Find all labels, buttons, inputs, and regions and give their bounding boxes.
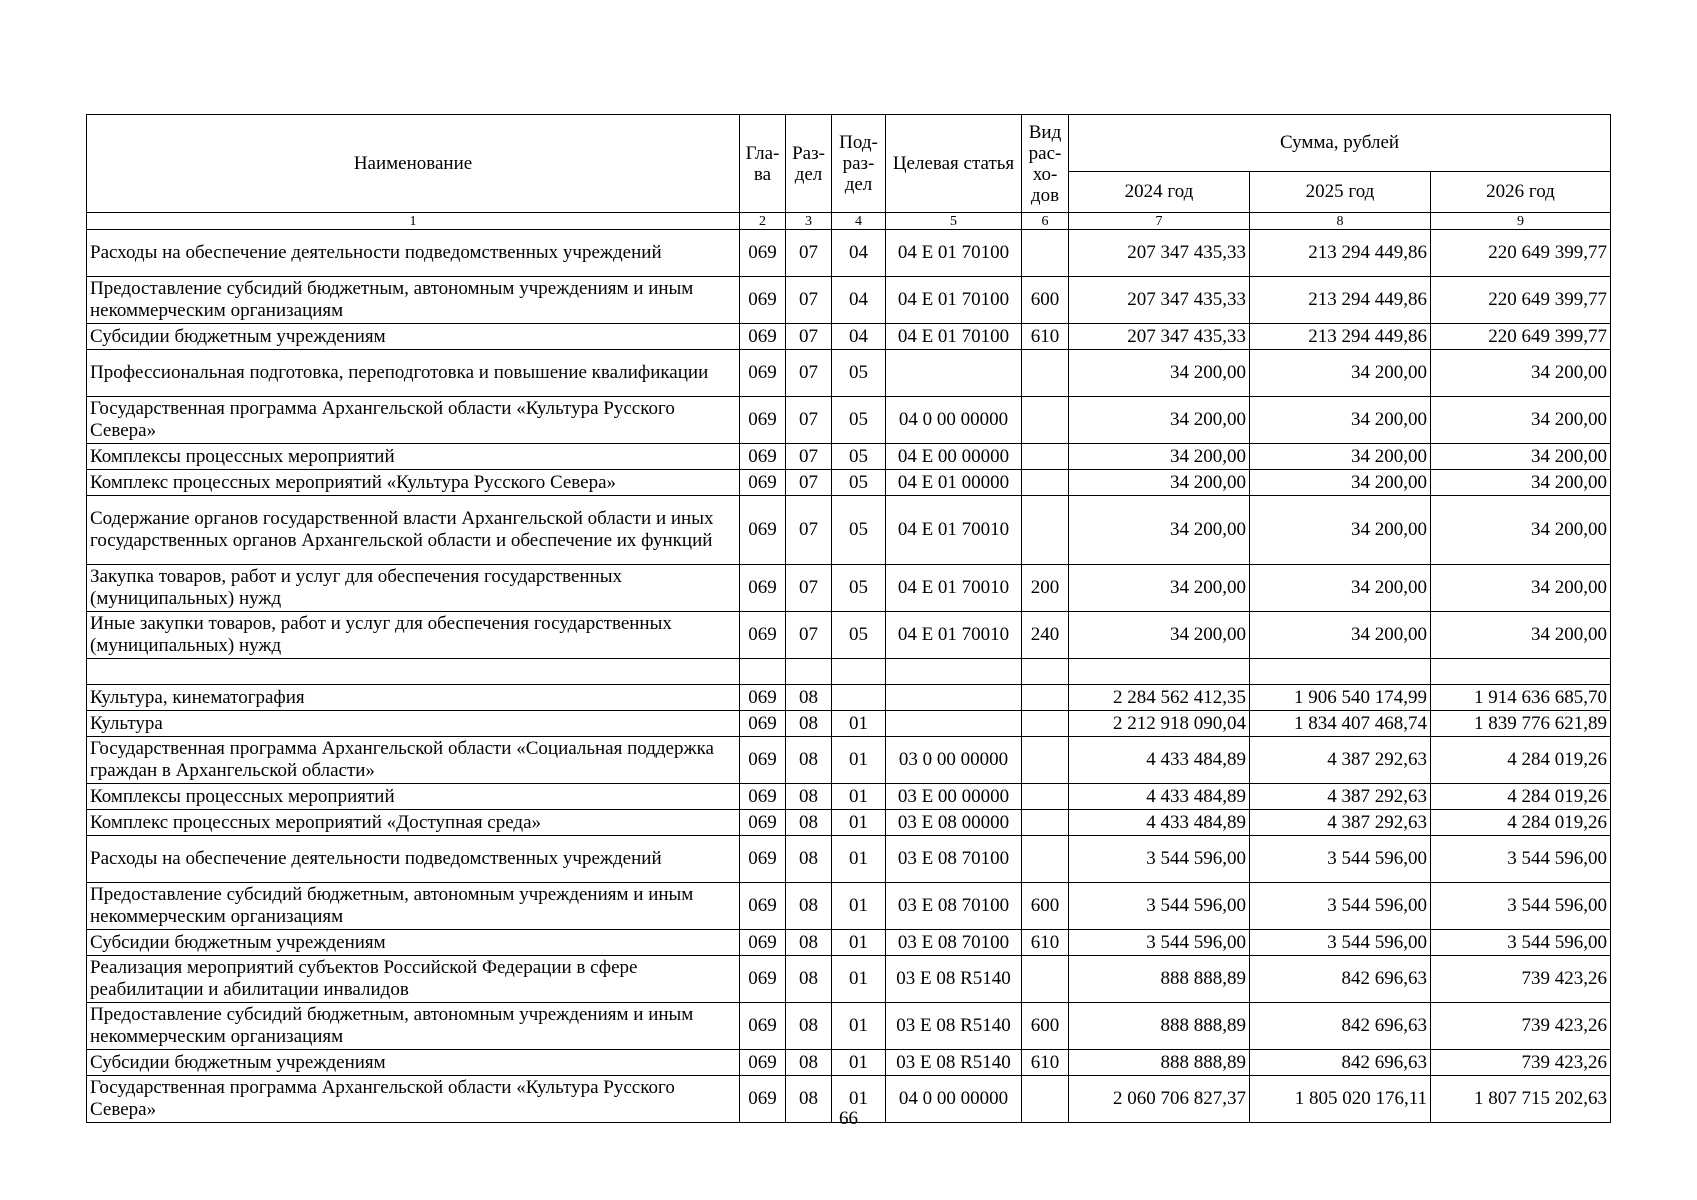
cell-podrazdel xyxy=(832,659,886,685)
column-number: 6 xyxy=(1022,213,1069,230)
cell-podrazdel xyxy=(832,685,886,711)
cell-amount-2024: 34 200,00 xyxy=(1069,444,1250,470)
cell-amount-2026: 3 544 596,00 xyxy=(1431,836,1611,883)
cell-amount-2026: 739 423,26 xyxy=(1431,956,1611,1003)
cell-amount-2025: 34 200,00 xyxy=(1250,397,1431,444)
cell-name: Комплекс процессных мероприятий «Доступная среда» xyxy=(87,810,740,836)
cell-name: Культура, кинематография xyxy=(87,685,740,711)
cell-razdel: 07 xyxy=(786,565,832,612)
cell-tselevaya-statya xyxy=(886,711,1022,737)
cell-glava: 069 xyxy=(740,1003,786,1050)
cell-name: Иные закупки товаров, работ и услуг для обеспечения государственных (муниципальных) нужд xyxy=(87,612,740,659)
cell-amount-2024: 3 544 596,00 xyxy=(1069,836,1250,883)
cell-amount-2026: 739 423,26 xyxy=(1431,1050,1611,1076)
cell-tselevaya-statya: 03 Е 08 00000 xyxy=(886,810,1022,836)
cell-podrazdel: 05 xyxy=(832,612,886,659)
column-number: 9 xyxy=(1431,213,1611,230)
cell-amount-2024: 34 200,00 xyxy=(1069,397,1250,444)
cell-tselevaya-statya: 04 Е 01 70010 xyxy=(886,496,1022,565)
cell-glava: 069 xyxy=(740,324,786,350)
cell-razdel: 07 xyxy=(786,277,832,324)
cell-amount-2024: 207 347 435,33 xyxy=(1069,277,1250,324)
cell-podrazdel: 05 xyxy=(832,496,886,565)
cell-glava: 069 xyxy=(740,350,786,397)
column-number: 1 xyxy=(87,213,740,230)
cell-podrazdel: 01 xyxy=(832,883,886,930)
cell-razdel: 07 xyxy=(786,230,832,277)
cell-amount-2024: 34 200,00 xyxy=(1069,470,1250,496)
cell-amount-2026: 34 200,00 xyxy=(1431,496,1611,565)
cell-tselevaya-statya xyxy=(886,685,1022,711)
cell-vid-raskhodov: 600 xyxy=(1022,1003,1069,1050)
cell-tselevaya-statya: 04 Е 01 70010 xyxy=(886,612,1022,659)
cell-amount-2026: 220 649 399,77 xyxy=(1431,324,1611,350)
cell-glava: 069 xyxy=(740,444,786,470)
cell-glava: 069 xyxy=(740,470,786,496)
cell-tselevaya-statya: 03 Е 08 70100 xyxy=(886,930,1022,956)
cell-glava: 069 xyxy=(740,230,786,277)
cell-razdel: 07 xyxy=(786,496,832,565)
cell-podrazdel: 05 xyxy=(832,470,886,496)
table-body xyxy=(87,230,1611,1123)
cell-amount-2024: 2 284 562 412,35 xyxy=(1069,685,1250,711)
cell-amount-2025: 842 696,63 xyxy=(1250,1003,1431,1050)
cell-vid-raskhodov xyxy=(1022,737,1069,784)
cell-glava: 069 xyxy=(740,565,786,612)
cell-amount-2026: 34 200,00 xyxy=(1431,565,1611,612)
cell-vid-raskhodov: 240 xyxy=(1022,612,1069,659)
cell-glava: 069 xyxy=(740,836,786,883)
column-number: 5 xyxy=(886,213,1022,230)
cell-amount-2025: 213 294 449,86 xyxy=(1250,324,1431,350)
cell-vid-raskhodov xyxy=(1022,784,1069,810)
cell-amount-2026: 4 284 019,26 xyxy=(1431,810,1611,836)
header-year-2024: 2024 год xyxy=(1069,172,1250,213)
cell-glava: 069 xyxy=(740,784,786,810)
cell-amount-2024: 34 200,00 xyxy=(1069,565,1250,612)
cell-vid-raskhodov xyxy=(1022,659,1069,685)
header-vid-raskhodov: Вид рас-хо-дов xyxy=(1022,115,1069,213)
cell-tselevaya-statya: 04 Е 01 70010 xyxy=(886,565,1022,612)
header-year-2025: 2025 год xyxy=(1250,172,1431,213)
cell-vid-raskhodov xyxy=(1022,470,1069,496)
table-row xyxy=(87,470,1611,496)
header-year-2026: 2026 год xyxy=(1431,172,1611,213)
cell-vid-raskhodov: 600 xyxy=(1022,883,1069,930)
cell-amount-2025: 1 906 540 174,99 xyxy=(1250,685,1431,711)
cell-amount-2026: 1 807 715 202,63 xyxy=(1431,1076,1611,1123)
cell-amount-2025: 3 544 596,00 xyxy=(1250,930,1431,956)
table-row xyxy=(87,496,1611,565)
cell-vid-raskhodov: 610 xyxy=(1022,324,1069,350)
cell-amount-2026: 739 423,26 xyxy=(1431,1003,1611,1050)
cell-amount-2024: 888 888,89 xyxy=(1069,1050,1250,1076)
cell-amount-2024: 207 347 435,33 xyxy=(1069,324,1250,350)
cell-vid-raskhodov: 600 xyxy=(1022,277,1069,324)
column-number: 2 xyxy=(740,213,786,230)
cell-vid-raskhodov xyxy=(1022,397,1069,444)
cell-amount-2026: 34 200,00 xyxy=(1431,350,1611,397)
cell-razdel: 07 xyxy=(786,324,832,350)
cell-tselevaya-statya: 03 Е 08 R5140 xyxy=(886,1003,1022,1050)
cell-vid-raskhodov xyxy=(1022,230,1069,277)
table-row xyxy=(87,397,1611,444)
cell-glava: 069 xyxy=(740,277,786,324)
header-glava: Гла-ва xyxy=(740,115,786,213)
cell-razdel: 08 xyxy=(786,930,832,956)
cell-amount-2025 xyxy=(1250,659,1431,685)
cell-vid-raskhodov xyxy=(1022,956,1069,1003)
cell-glava: 069 xyxy=(740,711,786,737)
cell-tselevaya-statya: 03 Е 00 00000 xyxy=(886,784,1022,810)
page-number: 66 xyxy=(839,1108,858,1129)
cell-tselevaya-statya: 03 Е 08 R5140 xyxy=(886,956,1022,1003)
cell-glava: 069 xyxy=(740,737,786,784)
cell-amount-2026: 3 544 596,00 xyxy=(1431,883,1611,930)
cell-vid-raskhodov xyxy=(1022,810,1069,836)
cell-name: Комплексы процессных мероприятий xyxy=(87,444,740,470)
cell-razdel: 08 xyxy=(786,836,832,883)
cell-amount-2025: 4 387 292,63 xyxy=(1250,784,1431,810)
cell-podrazdel: 01 xyxy=(832,711,886,737)
table-row xyxy=(87,883,1611,930)
cell-tselevaya-statya: 04 Е 01 70100 xyxy=(886,324,1022,350)
cell-razdel: 08 xyxy=(786,883,832,930)
cell-amount-2026: 4 284 019,26 xyxy=(1431,737,1611,784)
budget-table xyxy=(86,114,1611,1123)
table-row xyxy=(87,810,1611,836)
cell-name: Профессиональная подготовка, переподготовка и повышение квалификации xyxy=(87,350,740,397)
cell-podrazdel: 01 xyxy=(832,1076,886,1123)
cell-amount-2025: 34 200,00 xyxy=(1250,444,1431,470)
cell-tselevaya-statya: 04 Е 01 70100 xyxy=(886,277,1022,324)
cell-podrazdel: 04 xyxy=(832,230,886,277)
cell-podrazdel: 05 xyxy=(832,350,886,397)
column-numbers-row xyxy=(87,213,1611,230)
cell-name: Комплекс процессных мероприятий «Культура Русского Севера» xyxy=(87,470,740,496)
cell-podrazdel: 01 xyxy=(832,1003,886,1050)
column-number: 7 xyxy=(1069,213,1250,230)
cell-razdel: 07 xyxy=(786,444,832,470)
cell-razdel: 07 xyxy=(786,470,832,496)
cell-razdel: 07 xyxy=(786,612,832,659)
cell-tselevaya-statya: 04 Е 01 70100 xyxy=(886,230,1022,277)
table-row xyxy=(87,836,1611,883)
table-row xyxy=(87,277,1611,324)
table-row xyxy=(87,956,1611,1003)
cell-razdel: 08 xyxy=(786,810,832,836)
cell-razdel: 08 xyxy=(786,956,832,1003)
cell-amount-2024: 4 433 484,89 xyxy=(1069,737,1250,784)
cell-name: Субсидии бюджетным учреждениям xyxy=(87,930,740,956)
cell-podrazdel: 04 xyxy=(832,324,886,350)
cell-amount-2026: 4 284 019,26 xyxy=(1431,784,1611,810)
cell-razdel: 07 xyxy=(786,397,832,444)
cell-name: Государственная программа Архангельской области «Культура Русского Севера» xyxy=(87,397,740,444)
cell-amount-2026: 1 914 636 685,70 xyxy=(1431,685,1611,711)
table-row xyxy=(87,1003,1611,1050)
cell-razdel: 08 xyxy=(786,711,832,737)
cell-glava: 069 xyxy=(740,1050,786,1076)
cell-razdel: 08 xyxy=(786,1003,832,1050)
table-row xyxy=(87,1050,1611,1076)
cell-name: Закупка товаров, работ и услуг для обеспечения государственных (муниципальных) нужд xyxy=(87,565,740,612)
cell-tselevaya-statya: 04 Е 01 00000 xyxy=(886,470,1022,496)
table-row xyxy=(87,930,1611,956)
cell-podrazdel: 01 xyxy=(832,836,886,883)
cell-name: Субсидии бюджетным учреждениям xyxy=(87,1050,740,1076)
cell-tselevaya-statya: 03 Е 08 R5140 xyxy=(886,1050,1022,1076)
cell-name: Расходы на обеспечение деятельности подведомственных учреждений xyxy=(87,836,740,883)
cell-vid-raskhodov: 200 xyxy=(1022,565,1069,612)
cell-amount-2025: 4 387 292,63 xyxy=(1250,737,1431,784)
cell-amount-2025: 1 805 020 176,11 xyxy=(1250,1076,1431,1123)
cell-name: Предоставление субсидий бюджетным, автономным учреждениям и иным некоммерческим организациям xyxy=(87,277,740,324)
table-row xyxy=(87,685,1611,711)
table-row xyxy=(87,324,1611,350)
blank-row xyxy=(87,659,1611,685)
cell-tselevaya-statya: 04 Е 00 00000 xyxy=(886,444,1022,470)
cell-razdel: 08 xyxy=(786,685,832,711)
cell-tselevaya-statya: 04 0 00 00000 xyxy=(886,1076,1022,1123)
cell-glava: 069 xyxy=(740,397,786,444)
cell-amount-2025: 4 387 292,63 xyxy=(1250,810,1431,836)
column-number: 8 xyxy=(1250,213,1431,230)
cell-amount-2026: 220 649 399,77 xyxy=(1431,277,1611,324)
cell-razdel: 08 xyxy=(786,737,832,784)
cell-name: Реализация мероприятий субъектов Российской Федерации в сфере реабилитации и абилитации инвалидов xyxy=(87,956,740,1003)
cell-tselevaya-statya: 03 0 00 00000 xyxy=(886,737,1022,784)
cell-amount-2024: 2 060 706 827,37 xyxy=(1069,1076,1250,1123)
cell-glava xyxy=(740,659,786,685)
cell-amount-2024: 207 347 435,33 xyxy=(1069,230,1250,277)
cell-name: Государственная программа Архангельской области «Социальная поддержка граждан в Архангельской области» xyxy=(87,737,740,784)
cell-amount-2025: 3 544 596,00 xyxy=(1250,836,1431,883)
cell-tselevaya-statya: 03 Е 08 70100 xyxy=(886,883,1022,930)
cell-amount-2024: 888 888,89 xyxy=(1069,1003,1250,1050)
cell-vid-raskhodov xyxy=(1022,350,1069,397)
cell-glava: 069 xyxy=(740,883,786,930)
table-row xyxy=(87,711,1611,737)
cell-glava: 069 xyxy=(740,930,786,956)
table-row xyxy=(87,230,1611,277)
cell-vid-raskhodov xyxy=(1022,711,1069,737)
cell-glava: 069 xyxy=(740,612,786,659)
cell-podrazdel: 01 xyxy=(832,930,886,956)
cell-name: Предоставление субсидий бюджетным, автономным учреждениям и иным некоммерческим организациям xyxy=(87,883,740,930)
cell-amount-2025: 1 834 407 468,74 xyxy=(1250,711,1431,737)
cell-amount-2026: 34 200,00 xyxy=(1431,397,1611,444)
cell-podrazdel: 05 xyxy=(832,397,886,444)
cell-amount-2025: 34 200,00 xyxy=(1250,565,1431,612)
cell-amount-2024: 3 544 596,00 xyxy=(1069,930,1250,956)
cell-glava: 069 xyxy=(740,956,786,1003)
cell-amount-2024: 888 888,89 xyxy=(1069,956,1250,1003)
cell-amount-2024: 4 433 484,89 xyxy=(1069,784,1250,810)
cell-vid-raskhodov: 610 xyxy=(1022,1050,1069,1076)
cell-amount-2026: 1 839 776 621,89 xyxy=(1431,711,1611,737)
cell-amount-2024 xyxy=(1069,659,1250,685)
cell-name: Содержание органов государственной власти Архангельской области и иных государственных органов Архангельской области и обеспечение их функций xyxy=(87,496,740,565)
cell-podrazdel: 05 xyxy=(832,444,886,470)
cell-name: Комплексы процессных мероприятий xyxy=(87,784,740,810)
cell-glava: 069 xyxy=(740,1076,786,1123)
cell-razdel: 08 xyxy=(786,784,832,810)
cell-amount-2024: 34 200,00 xyxy=(1069,496,1250,565)
cell-glava: 069 xyxy=(740,810,786,836)
cell-vid-raskhodov xyxy=(1022,685,1069,711)
header-name: Наименование xyxy=(87,115,740,213)
cell-vid-raskhodov xyxy=(1022,496,1069,565)
cell-vid-raskhodov: 610 xyxy=(1022,930,1069,956)
header-podrazdel: Под-раз-дел xyxy=(832,115,886,213)
table-row xyxy=(87,612,1611,659)
cell-name: Субсидии бюджетным учреждениям xyxy=(87,324,740,350)
cell-amount-2024: 34 200,00 xyxy=(1069,612,1250,659)
cell-podrazdel: 01 xyxy=(832,1050,886,1076)
cell-amount-2025: 34 200,00 xyxy=(1250,470,1431,496)
cell-amount-2024: 2 212 918 090,04 xyxy=(1069,711,1250,737)
cell-amount-2025: 34 200,00 xyxy=(1250,350,1431,397)
cell-amount-2026: 34 200,00 xyxy=(1431,612,1611,659)
cell-podrazdel: 01 xyxy=(832,737,886,784)
cell-vid-raskhodov xyxy=(1022,444,1069,470)
header-summa: Сумма, рублей xyxy=(1069,115,1611,172)
cell-amount-2026 xyxy=(1431,659,1611,685)
cell-amount-2024: 34 200,00 xyxy=(1069,350,1250,397)
cell-razdel: 08 xyxy=(786,1050,832,1076)
cell-amount-2024: 3 544 596,00 xyxy=(1069,883,1250,930)
cell-amount-2025: 3 544 596,00 xyxy=(1250,883,1431,930)
cell-vid-raskhodov xyxy=(1022,836,1069,883)
cell-name: Предоставление субсидий бюджетным, автономным учреждениям и иным некоммерческим организациям xyxy=(87,1003,740,1050)
cell-podrazdel: 01 xyxy=(832,784,886,810)
cell-tselevaya-statya: 03 Е 08 70100 xyxy=(886,836,1022,883)
table-row xyxy=(87,737,1611,784)
cell-podrazdel: 01 xyxy=(832,810,886,836)
cell-amount-2026: 3 544 596,00 xyxy=(1431,930,1611,956)
cell-name xyxy=(87,659,740,685)
cell-glava: 069 xyxy=(740,496,786,565)
table-row xyxy=(87,784,1611,810)
cell-tselevaya-statya xyxy=(886,350,1022,397)
cell-podrazdel: 05 xyxy=(832,565,886,612)
cell-amount-2025: 842 696,63 xyxy=(1250,956,1431,1003)
cell-amount-2026: 34 200,00 xyxy=(1431,444,1611,470)
table-row xyxy=(87,444,1611,470)
cell-amount-2025: 213 294 449,86 xyxy=(1250,230,1431,277)
cell-glava: 069 xyxy=(740,685,786,711)
cell-amount-2026: 220 649 399,77 xyxy=(1431,230,1611,277)
column-number: 3 xyxy=(786,213,832,230)
cell-podrazdel: 01 xyxy=(832,956,886,1003)
cell-amount-2025: 34 200,00 xyxy=(1250,496,1431,565)
cell-tselevaya-statya: 04 0 00 00000 xyxy=(886,397,1022,444)
cell-name: Расходы на обеспечение деятельности подведомственных учреждений xyxy=(87,230,740,277)
cell-amount-2026: 34 200,00 xyxy=(1431,470,1611,496)
header-razdel: Раз-дел xyxy=(786,115,832,213)
cell-name: Государственная программа Архангельской области «Культура Русского Севера» xyxy=(87,1076,740,1123)
cell-amount-2025: 213 294 449,86 xyxy=(1250,277,1431,324)
cell-razdel: 08 xyxy=(786,1076,832,1123)
cell-amount-2024: 4 433 484,89 xyxy=(1069,810,1250,836)
cell-razdel xyxy=(786,659,832,685)
cell-amount-2025: 34 200,00 xyxy=(1250,612,1431,659)
column-number: 4 xyxy=(832,213,886,230)
cell-name: Культура xyxy=(87,711,740,737)
cell-podrazdel: 04 xyxy=(832,277,886,324)
table-header xyxy=(87,115,1611,230)
cell-razdel: 07 xyxy=(786,350,832,397)
cell-tselevaya-statya xyxy=(886,659,1022,685)
table-row xyxy=(87,565,1611,612)
header-tselevaya-statya: Целевая статья xyxy=(886,115,1022,213)
table-row xyxy=(87,350,1611,397)
cell-amount-2025: 842 696,63 xyxy=(1250,1050,1431,1076)
